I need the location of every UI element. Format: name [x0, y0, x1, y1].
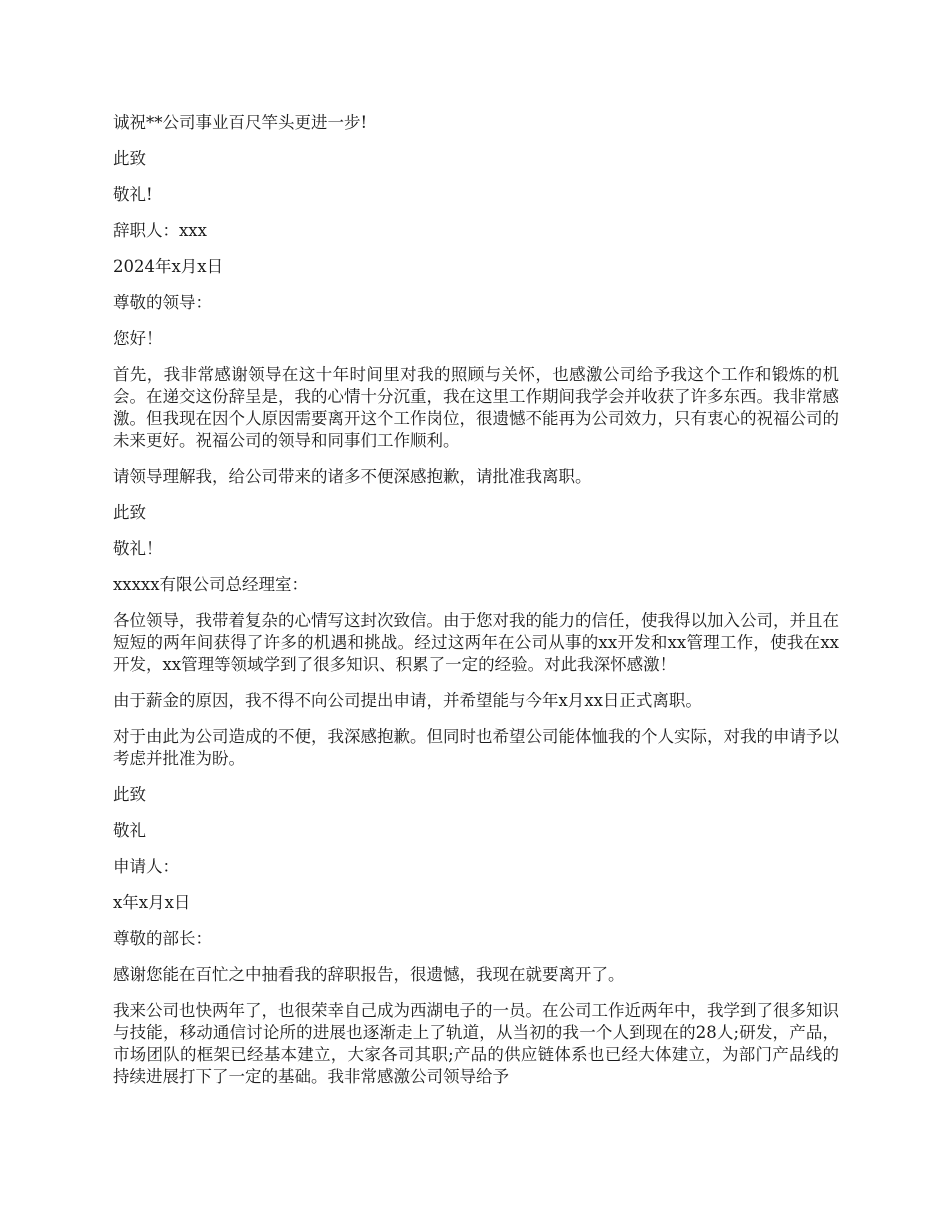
salutation-cizhi: 此致: [113, 785, 146, 804]
salutation-jingli: 敬礼！: [113, 539, 163, 558]
body-paragraph: 对于由此为公司造成的不便，我深感抱歉。但同时也希望公司能体恤我的个人实际，对我的申请予以考虑并批准为盼。: [113, 727, 839, 768]
letter-greeting: 尊敬的部长：: [113, 929, 212, 948]
salutation-jingli: 敬礼: [113, 821, 146, 840]
signature-applicant: 申请人：: [113, 857, 179, 876]
salutation-cizhi: 此致: [113, 503, 146, 522]
body-paragraph: 由于薪金的原因，我不得不向公司提出申请，并希望能与今年x月xx日正式离职。: [113, 691, 702, 710]
closing-wish: 诚祝**公司事业百尺竿头更进一步!: [113, 113, 368, 132]
signature-name: 辞职人：xxx: [113, 221, 207, 240]
letter-hello: 您好！: [113, 329, 163, 348]
document-body: [113, 112, 839, 1102]
letter-addressee: xxxxx有限公司总经理室：: [113, 575, 309, 594]
body-paragraph: 我来公司也快两年了，也很荣幸自己成为西湖电子的一员。在公司工作近两年中，我学到了很多知识与技能，移动通信讨论所的进展也逐渐走上了轨道，从当初的我一个人到现在的28人;研发，产品，市场团队的框架已经基本建立，大家各司其职;产品的供应链体系也已经大体建立，为部门产品线的持续进展打下了一定的基础。我非常感激公司领导给予: [113, 1001, 839, 1086]
letter-greeting: 尊敬的领导：: [113, 293, 212, 312]
body-paragraph: 感谢您能在百忙之中抽看我的辞职报告，很遗憾，我现在就要离开了。: [113, 965, 625, 984]
signature-date: x年x月x日: [113, 893, 191, 912]
salutation-jingli: 敬礼!: [113, 185, 153, 204]
salutation-cizhi: 此致: [113, 149, 146, 168]
signature-date: 2024年x月x日: [113, 257, 224, 276]
body-paragraph: 请领导理解我，给公司带来的诸多不便深感抱歉，请批准我离职。: [113, 467, 592, 486]
body-paragraph: 首先，我非常感谢领导在这十年时间里对我的照顾与关怀，也感激公司给予我这个工作和锻炼的机会。在递交这份辞呈是，我的心情十分沉重，我在这里工作期间我学会并收获了许多东西。我非常感激。但我现在因个人原因需要离开这个工作岗位，很遗憾不能再为公司效力，只有衷心的祝福公司的未来更好。祝福公司的领导和同事们工作顺利。: [113, 365, 839, 450]
body-paragraph: 各位领导，我带着复杂的心情写这封次致信。由于您对我的能力的信任，使我得以加入公司，并且在短短的两年间获得了许多的机遇和挑战。经过这两年在公司从事的xx开发和xx管理工作，使我在xx开发，xx管理等领域学到了很多知识、积累了一定的经验。对此我深怀感激！: [113, 611, 839, 674]
